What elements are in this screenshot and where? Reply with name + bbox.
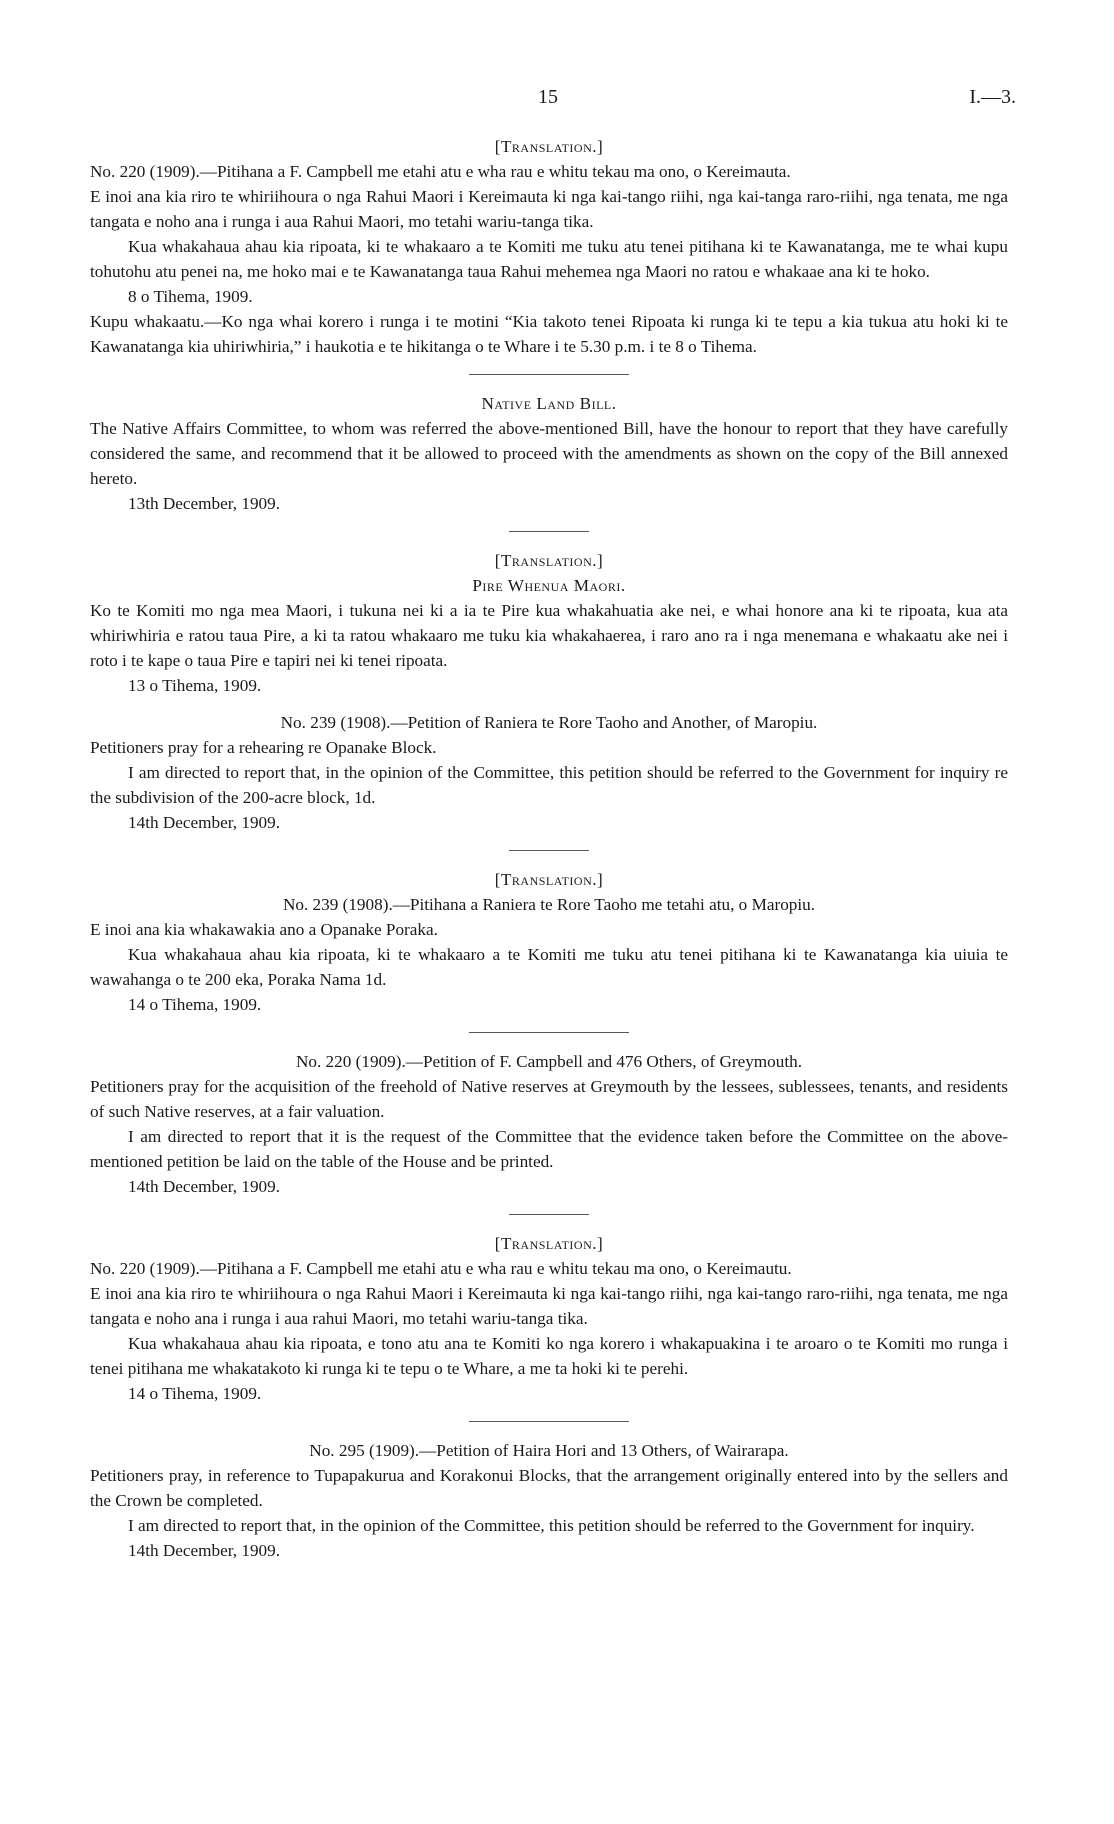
spacer [90, 698, 1008, 710]
section-heading: [Translation.] [494, 551, 604, 570]
report-date: 14th December, 1909. [128, 813, 281, 832]
page-number: 15 [538, 86, 558, 108]
report-date: 14th December, 1909. [128, 1177, 281, 1196]
section-heading: [Translation.] [494, 137, 604, 156]
report-date: 14 o Tihema, 1909. [128, 1384, 262, 1403]
paragraph: Ko te Komiti mo nga mea Maori, i tukuna nei ki a ia te Pire kua whakahuatia ake nei, e whai honore ana ki te ripoata, kua ata whiriwhiria e ratou taua Pire, a ki ta ratou whakaaro me tuku kia whakahaerea, i raro ano ra i nga menemana e whakaatu ake nei i roto i te kape o taua Pire e tapiri nei ki tenei ripoata. [90, 601, 1008, 670]
paragraph: I am directed to report that, in the opinion of the Committee, this petition should be referred to the Government for inquiry. [128, 1516, 975, 1535]
document-body [90, 134, 1008, 1563]
paragraph: Petitioners pray, in reference to Tupapakurua and Korakonui Blocks, that the arrangement originally entered into by the sellers and the Crown be completed. [90, 1466, 1008, 1510]
section-divider [509, 850, 589, 851]
section-heading: Native Land Bill. [481, 394, 617, 413]
paragraph: The Native Affairs Committee, to whom was referred the above-mentioned Bill, have the honour to report that they have carefully considered the same, and recommend that it be allowed to proceed with the amendments as shown on the copy of the Bill annexed hereto. [90, 419, 1008, 488]
section-heading: [Translation.] [494, 870, 604, 889]
paragraph: I am directed to report that, in the opinion of the Committee, this petition should be referred to the Government for inquiry re the subdivision of the 200-acre block, 1d. [90, 763, 1008, 807]
section-divider [509, 531, 589, 532]
paragraph: E inoi ana kia riro te whiriihoura o nga Rahui Maori i Kereimauta ki nga kai-tango riihi, nga kai-tango raro-riihi, nga tenata, me nga tangata e noho ana i runga i aua rahui Maori, mo tetahi wariu-tanga tika. [90, 1284, 1008, 1328]
section-divider [469, 1032, 629, 1033]
paragraph: I am directed to report that it is the request of the Committee that the evidence taken before the Committee on the above-mentioned petition be laid on the table of the House and be printed. [90, 1127, 1008, 1171]
report-date: 8 o Tihema, 1909. [128, 287, 253, 306]
paragraph: Petitioners pray for the acquisition of the freehold of Native reserves at Greymouth by the lessees, sublessees, tenants, and residents of such Native reserves, at a fair valuation. [90, 1077, 1008, 1121]
paragraph: E inoi ana kia riro te whiriihoura o nga Rahui Maori i Kereimauta ki nga kai-tango riihi, nga kai-tanga raro-riihi, nga tenata, me nga tangata e noho ana i runga i aua Rahui Maori, mo tetahi wariu-tanga tika. [90, 187, 1008, 231]
petition-heading: No. 220 (1909).—Petition of F. Campbell and 476 Others, of Greymouth. [295, 1052, 803, 1071]
paper-reference: I.—3. [969, 86, 1016, 108]
petition-heading: No. 239 (1908).—Petition of Raniera te Rore Taoho and Another, of Maropiu. [280, 713, 818, 732]
paragraph: Kua whakahaua ahau kia ripoata, e tono atu ana te Komiti ko nga korero i whakapuakina i te aroaro o te Komiti mo runga i tenei pitihana me whakatakoto ki runga ki te tepu o te Whare, a me ta hoki ki te perehi. [90, 1334, 1008, 1378]
paragraph: Kupu whakaatu.—Ko nga whai korero i runga i te motini “Kia takoto tenei Ripoata ki runga ki te tepu a kia tukua atu hoki ki te Kawanatanga kia uhiriwhiria,” i haukotia e te hikitanga o te Whare i te 5.30 p.m. i te 8 o Tihema. [90, 312, 1008, 356]
section-divider [469, 1421, 629, 1422]
report-date: 13th December, 1909. [128, 494, 281, 513]
paragraph: No. 220 (1909).—Pitihana a F. Campbell me etahi atu e wha rau e whitu tekau ma ono, o Kereimauta. [90, 162, 791, 181]
section-heading: Pire Whenua Maori. [472, 576, 626, 595]
paragraph: No. 220 (1909).—Pitihana a F. Campbell me etahi atu e wha rau e whitu tekau ma ono, o Kereimautu. [90, 1259, 792, 1278]
section-divider [469, 374, 629, 375]
petition-heading: No. 239 (1908).—Pitihana a Raniera te Rore Taoho me tetahi atu, o Maropiu. [282, 895, 816, 914]
paragraph: Kua whakahaua ahau kia ripoata, ki te whakaaro a te Komiti me tuku atu tenei pitihana ki te Kawanatanga, me te whai kupu tohutohu atu penei na, me hoko mai e te Kawanatanga taua Rahui mehemea nga Maori no ratou e whakaae ana ki te hoko. [90, 237, 1008, 281]
section-heading: [Translation.] [494, 1234, 604, 1253]
section-divider [509, 1214, 589, 1215]
page-header [0, 86, 1114, 116]
report-date: 14 o Tihema, 1909. [128, 995, 262, 1014]
paragraph: Kua whakahaua ahau kia ripoata, ki te whakaaro a te Komiti me tuku atu tenei pitihana ki te Kawanatanga kia uiuia te wawahanga o te 200 eka, Poraka Nama 1d. [90, 945, 1008, 989]
petition-heading: No. 295 (1909).—Petition of Haira Hori and 13 Others, of Wairarapa. [309, 1441, 789, 1460]
paragraph: Petitioners pray for a rehearing re Opanake Block. [90, 738, 437, 757]
paragraph: E inoi ana kia whakawakia ano a Opanake Poraka. [90, 920, 438, 939]
report-date: 14th December, 1909. [128, 1541, 281, 1560]
report-date: 13 o Tihema, 1909. [128, 676, 262, 695]
